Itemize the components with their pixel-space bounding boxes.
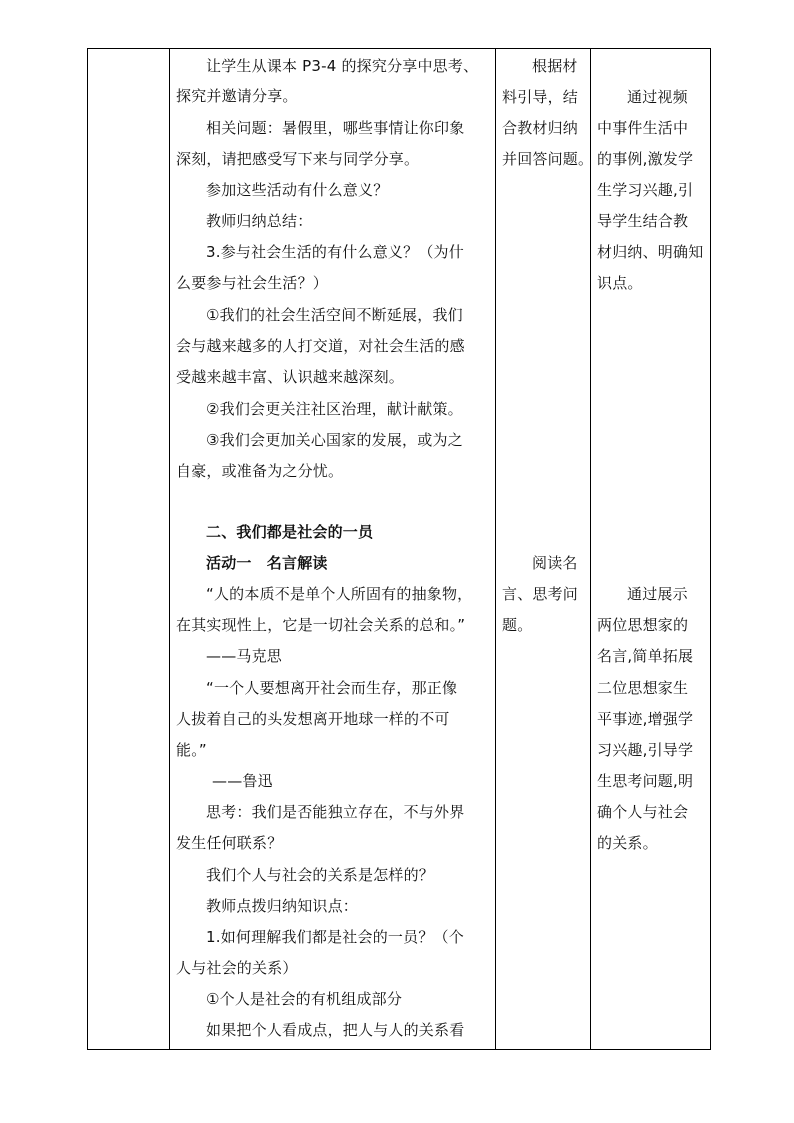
text-line: 的事例,激发学 bbox=[597, 150, 694, 168]
quote-line: “人的本质不是单个人所固有的抽象物， bbox=[206, 585, 473, 603]
text-line: ②我们会更关注社区治理，献计献策。 bbox=[206, 400, 463, 418]
text-line: 确个人与社会 bbox=[597, 803, 689, 821]
text-line: 的关系。 bbox=[597, 834, 658, 852]
quote-line: “一个人要想离开社会而生存，那正像 bbox=[206, 679, 458, 697]
text-line: 导学生结合教 bbox=[597, 212, 689, 230]
text-line: 相关问题：暑假里，哪些事情让你印象 bbox=[206, 119, 465, 137]
table-row bbox=[88, 49, 711, 1050]
text-line: 生学习兴趣,引 bbox=[597, 181, 694, 199]
text-line: 阅读名 bbox=[532, 554, 578, 572]
stage-column-cell bbox=[88, 49, 170, 1050]
text-line: 言、思考问 bbox=[502, 585, 579, 603]
text-line: 两位思想家的 bbox=[597, 616, 689, 634]
text-line: 题。 bbox=[502, 616, 533, 634]
design-intent-cell bbox=[591, 49, 711, 1050]
text-line: 3.参与社会生活的有什么意义？（为什 bbox=[206, 243, 464, 261]
text-line: 习兴趣,引导学 bbox=[597, 741, 694, 759]
text-line: 名言,简单拓展 bbox=[597, 647, 694, 665]
text-line: ①我们的社会生活空间不断延展，我们 bbox=[206, 306, 463, 324]
text-line: 并回答问题。 bbox=[502, 150, 594, 168]
student-activity-cell bbox=[496, 49, 594, 1050]
quote-line: 在其实现性上，它是一切社会关系的总和。” bbox=[176, 616, 466, 634]
text-line: ①个人是社会的有机组成部分 bbox=[206, 990, 403, 1008]
quote-author: ——马克思 bbox=[206, 647, 283, 665]
text-line: 如果把个人看成点，把人与人的关系看 bbox=[206, 1021, 465, 1039]
text-line: 人与社会的关系） bbox=[176, 959, 298, 977]
text-line: 教师归纳总结： bbox=[206, 212, 313, 230]
teaching-content-cell bbox=[170, 49, 496, 1050]
text-line: 1.如何理解我们都是社会的一员？（个 bbox=[206, 928, 464, 946]
text-line: ③我们会更加关心国家的发展，或为之 bbox=[206, 431, 463, 449]
text-line: 教师点拨归纳知识点： bbox=[206, 897, 359, 915]
lesson-plan-table bbox=[87, 48, 711, 1050]
text-line: 料引导，结 bbox=[502, 88, 579, 106]
text-line: 思考：我们是否能独立存在，不与外界 bbox=[206, 803, 465, 821]
text-line: 让学生从课本 P3-4 的探究分享中思考、 bbox=[206, 57, 479, 75]
text-line: 平事迹,增强学 bbox=[597, 710, 694, 728]
text-line: 我们个人与社会的关系是怎样的？ bbox=[206, 866, 435, 884]
quote-author: ——鲁迅 bbox=[212, 772, 273, 790]
text-line: 根据材 bbox=[532, 57, 578, 75]
text-line: 二位思想家生 bbox=[597, 679, 689, 697]
text-line: 通过展示 bbox=[627, 585, 688, 603]
quote-line: 人拔着自己的头发想离开地球一样的不可 bbox=[176, 710, 450, 728]
text-line: 深刻，请把感受写下来与同学分享。 bbox=[176, 150, 420, 168]
text-line: 自豪，或准备为之分忧。 bbox=[176, 462, 344, 480]
activity-heading: 活动一 名言解读 bbox=[206, 554, 328, 572]
text-line: 探究并邀请分享。 bbox=[176, 87, 298, 105]
section-heading: 二、我们都是社会的一员 bbox=[206, 523, 374, 541]
text-line: 参加这些活动有什么意义？ bbox=[206, 181, 389, 199]
text-line: 受越来越丰富、认识越来越深刻。 bbox=[176, 368, 405, 386]
quote-line: 能。” bbox=[176, 741, 207, 759]
text-line: 么要参与社会生活？） bbox=[176, 274, 329, 292]
text-line: 生思考问题,明 bbox=[597, 772, 694, 790]
text-line: 会与越来越多的人打交道，对社会生活的感 bbox=[176, 337, 465, 355]
text-line: 发生任何联系？ bbox=[176, 834, 283, 852]
text-line: 合教材归纳 bbox=[502, 119, 579, 137]
text-line: 通过视频 bbox=[627, 88, 688, 106]
text-line: 识点。 bbox=[597, 274, 643, 292]
text-line: 材归纳、明确知 bbox=[597, 243, 704, 261]
text-line: 中事件生活中 bbox=[597, 119, 689, 137]
